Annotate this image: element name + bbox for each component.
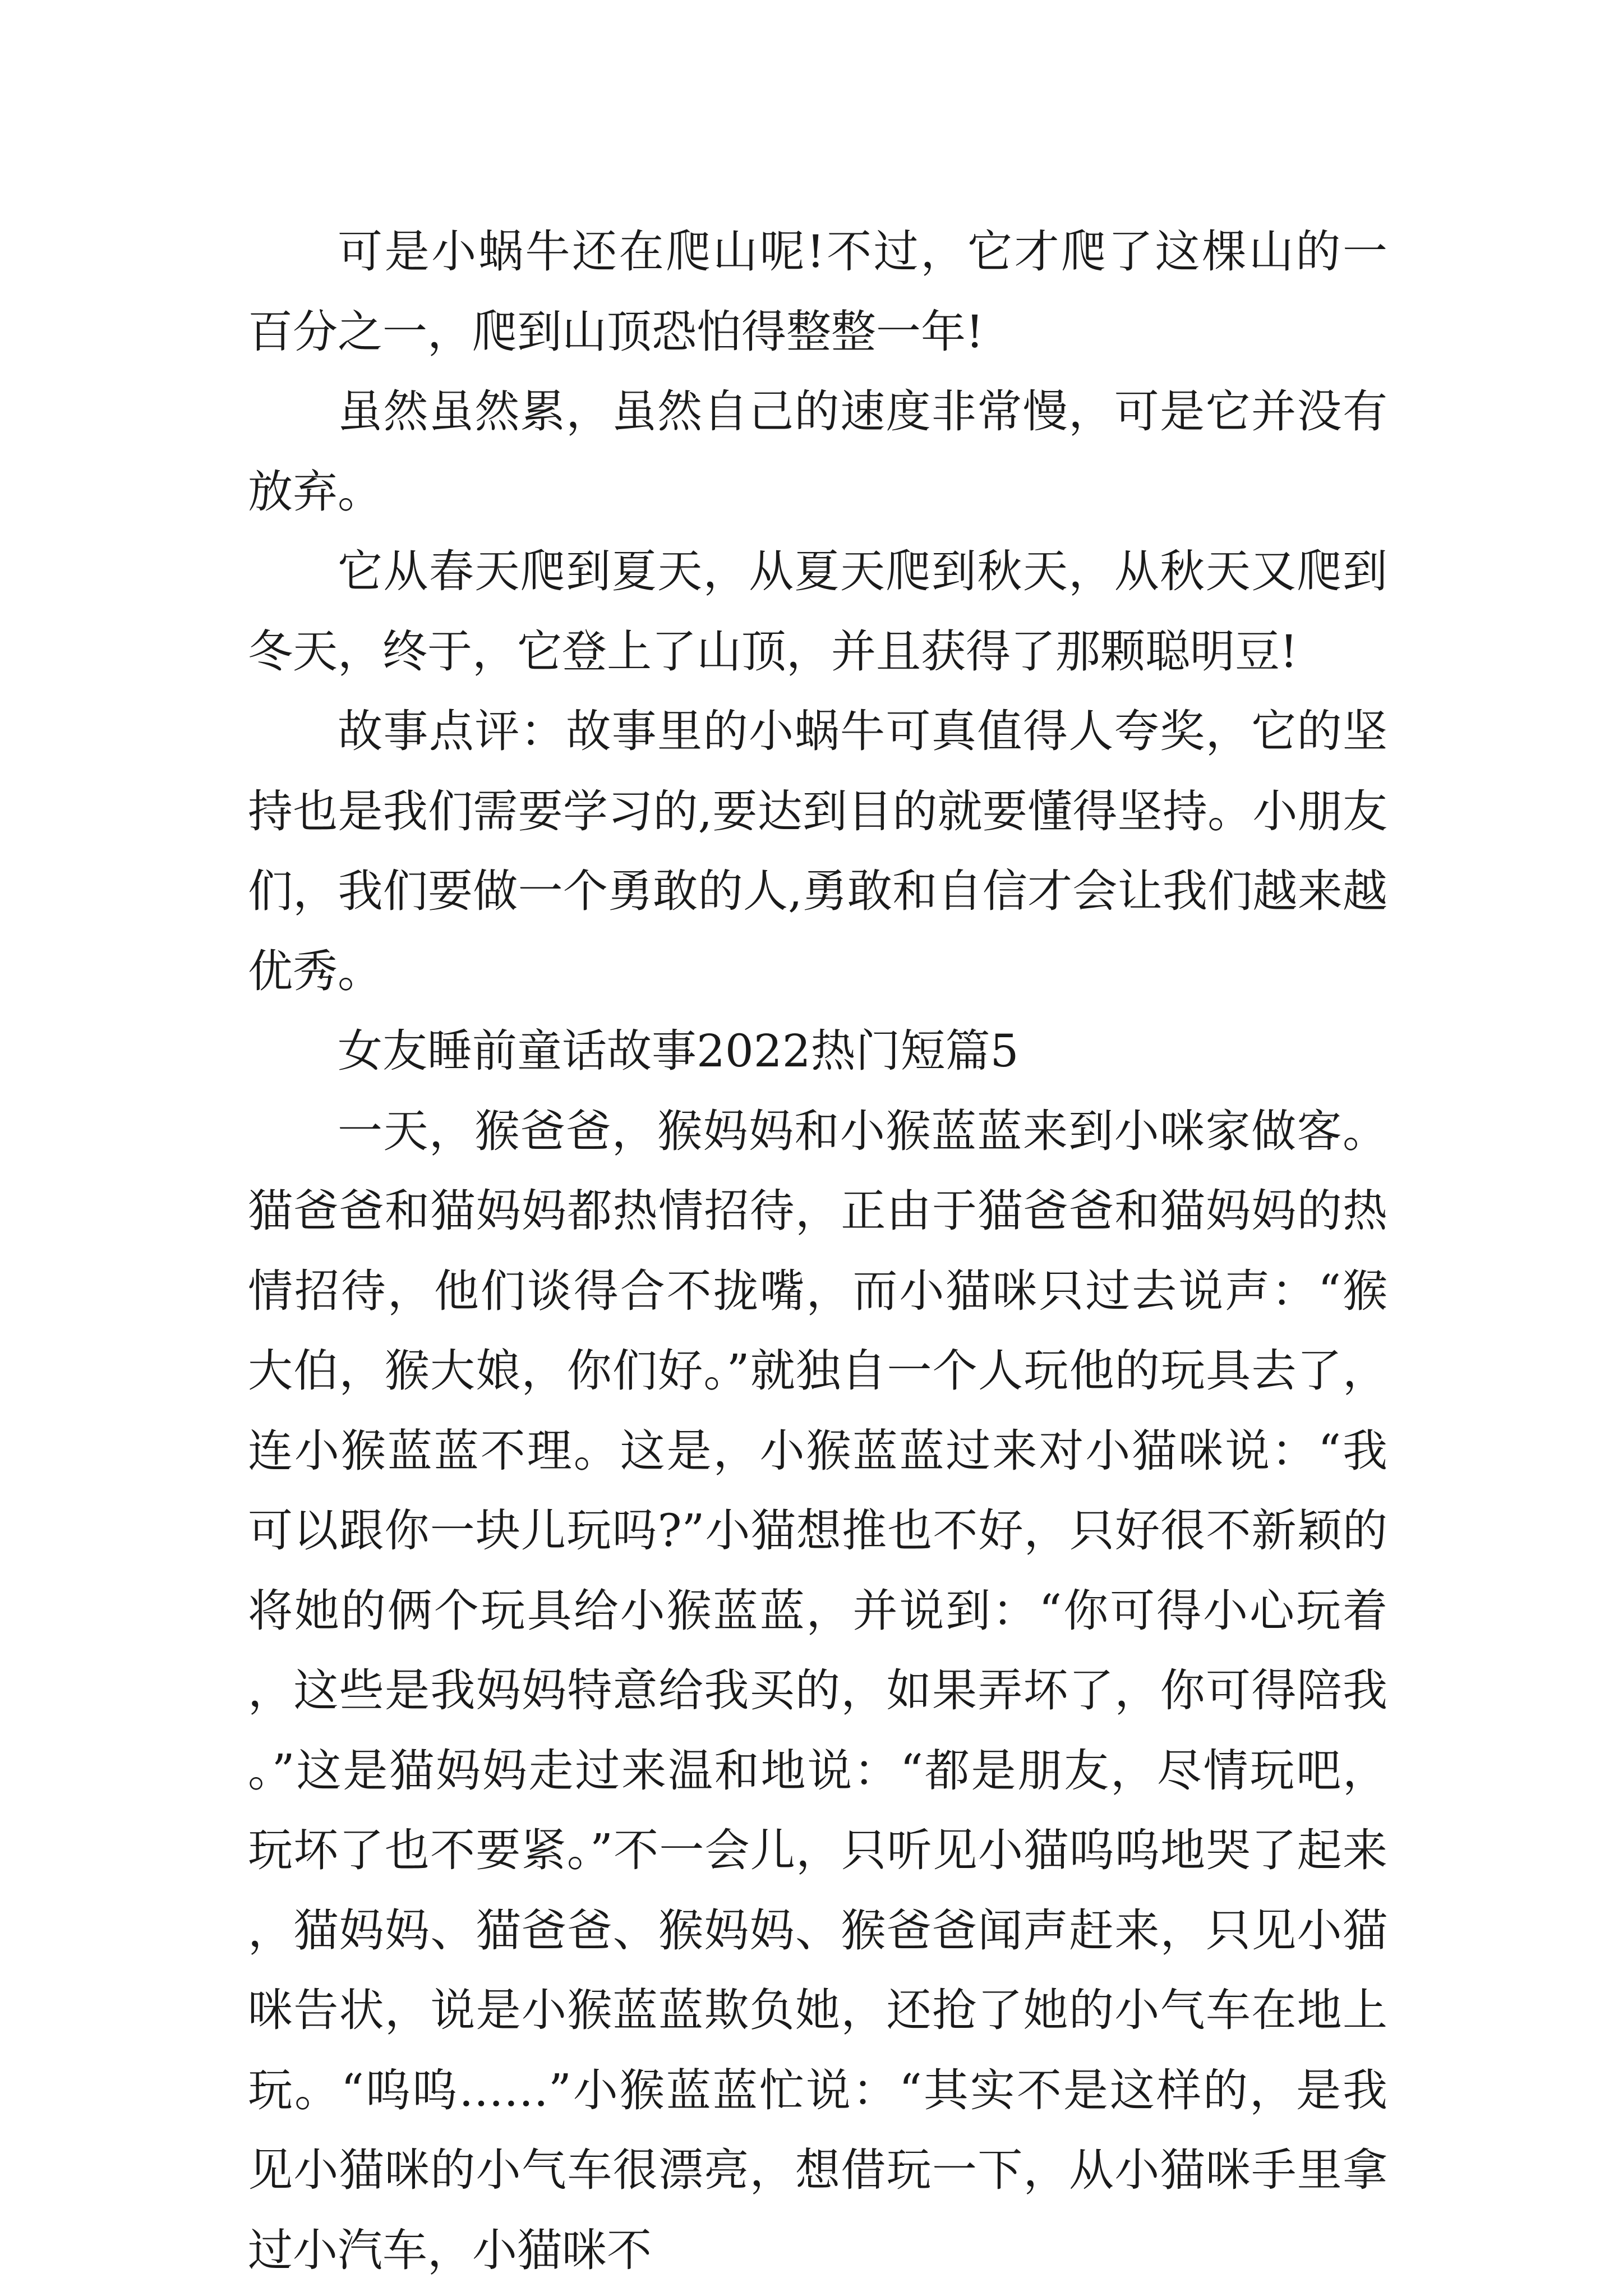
paragraph-1: 可是小蜗牛还在爬山呢!不过，它才爬了这棵山的一百分之一，爬到山顶恐怕得整整一年! <box>248 226 1387 358</box>
paragraph-2: 虽然虽然累，虽然自己的速度非常慢，可是它并没有放弃。 <box>248 385 1387 518</box>
paragraph-4: 故事点评：故事里的小蜗牛可真值得人夸奖，它的坚持也是我们需要学习的,要达到目的就要懂得坚持。小朋友们，我们要做一个勇敢的人,勇敢和自信才会让我们越来越优秀。 <box>248 705 1387 997</box>
paragraph-5: 一天，猴爸爸，猴妈妈和小猴蓝蓝来到小咪家做客。猫爸爸和猫妈妈都热情招待，正由于猫爸爸和猫妈妈的热情招待，他们谈得合不拢嘴，而小猫咪只过去说声：“猴大伯，猴大娘，你们好。”就独自一个人玩他的玩具去了，连小猴蓝蓝不理。这是，小猴蓝蓝过来对小猫咪说：“我可以跟你一块儿玩吗?”小猫想推也不好，只好很不新颖的将她的俩个玩具给小猴蓝蓝，并说到：“你可得小心玩着，这些是我妈妈特意给我买的，如果弄坏了，你可得陪我。”这是猫妈妈走过来温和地说：“都是朋友，尽情玩吧，玩坏了也不要紧。”不一会儿，只听见小猫呜呜地哭了起来，猫妈妈、猫爸爸、猴妈妈、猴爸爸闻声赶来，只见小猫咪告状，说是小猴蓝蓝欺负她，还抢了她的小气车在地上玩。“呜呜……”小猴蓝蓝忙说：“其实不是这样的，是我见小猫咪的小气车很漂亮，想借玩一下，从小猫咪手里拿过小汽车，小猫咪不 <box>248 1105 1387 2276</box>
paragraph-3: 它从春天爬到夏天，从夏天爬到秋天，从秋天又爬到冬天，终于，它登上了山顶，并且获得了那颗聪明豆! <box>248 545 1387 678</box>
section-heading: 女友睡前童话故事2022热门短篇5 <box>338 1025 1019 1077</box>
document-body <box>248 212 1387 2290</box>
